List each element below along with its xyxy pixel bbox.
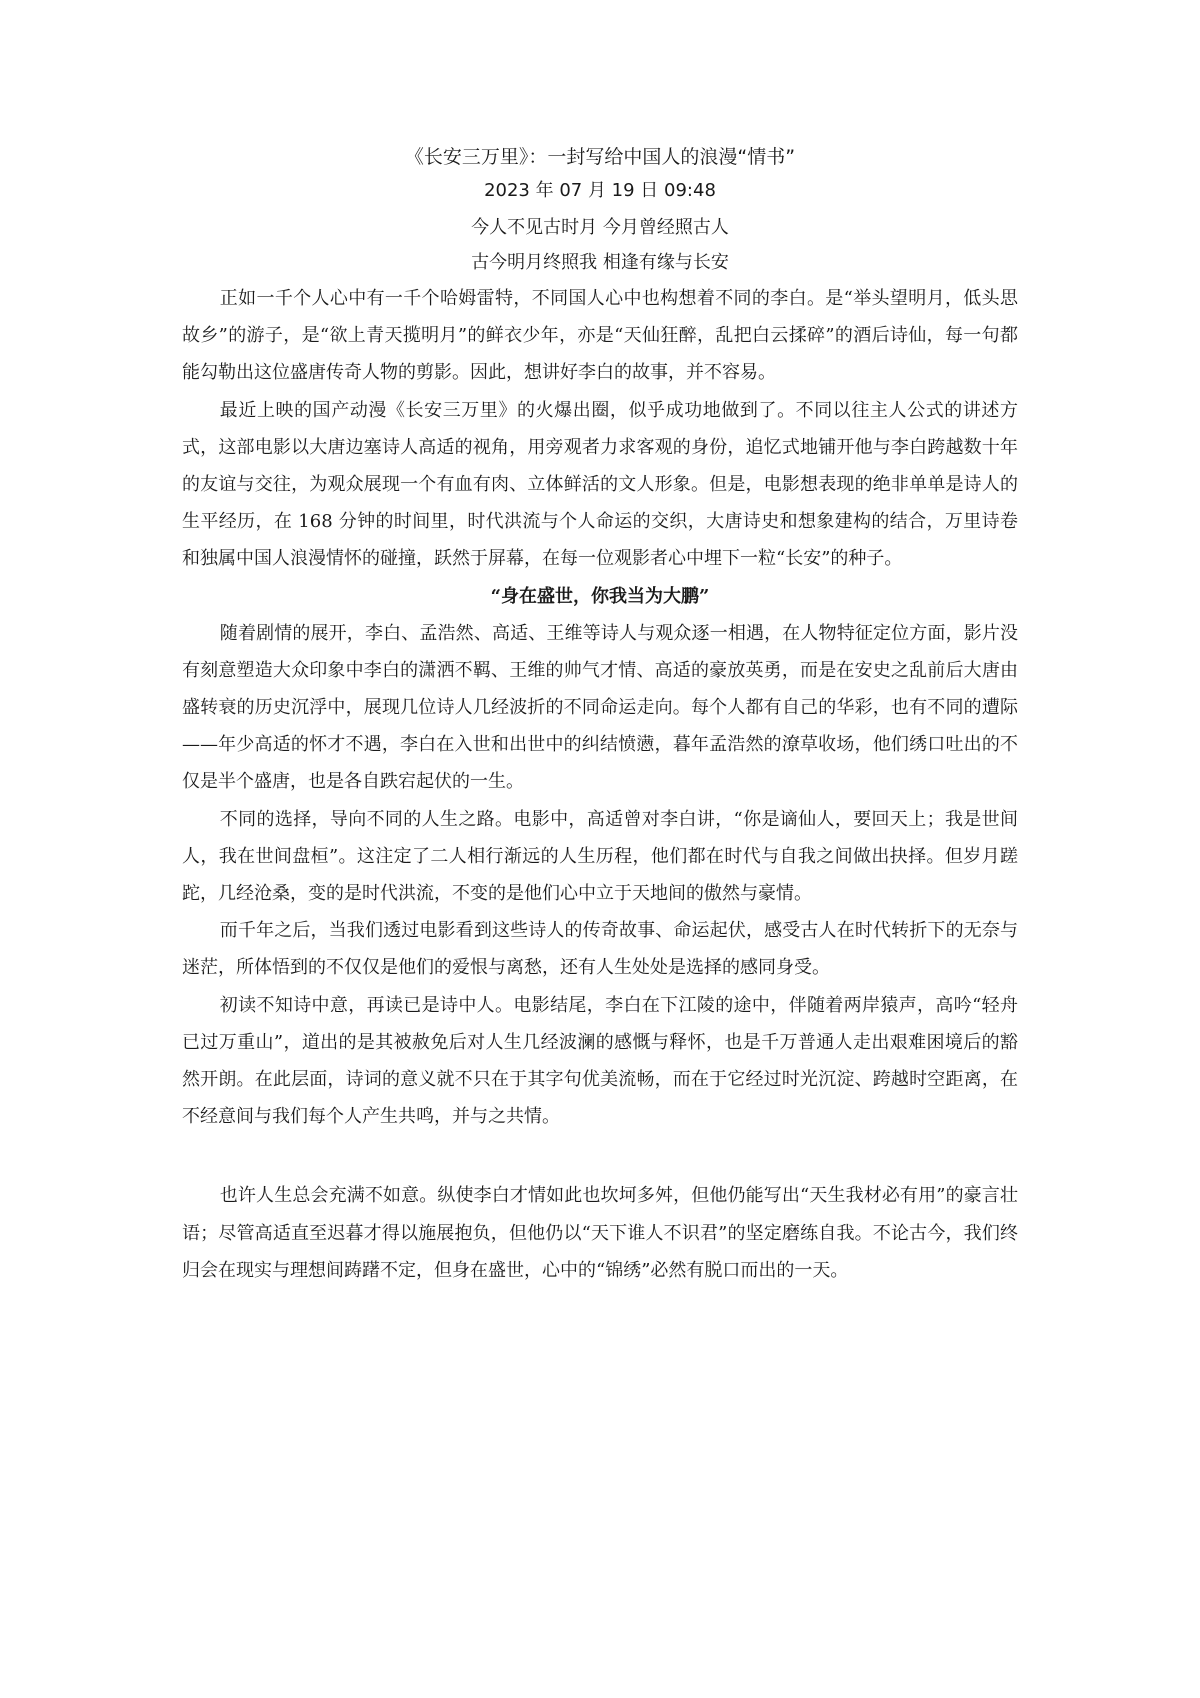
section-heading: “身在盛世，你我当为大鹏” <box>490 585 710 607</box>
article-title: 《长安三万里》：一封写给中国人的浪漫“情书” <box>404 146 796 168</box>
article <box>182 142 1018 1289</box>
spacer <box>182 1135 1018 1177</box>
verse-line: 今人不见古时月 今月曾经照古人 <box>471 217 729 238</box>
publish-date: 2023 年 07 月 19 日 09:48 <box>484 180 716 201</box>
verse-line: 古今明月终照我 相逢有缘与长安 <box>471 252 729 273</box>
paragraph: 也许人生总会充满不如意。纵使李白才情如此也坎坷多舛，但他仍能写出“天生我材必有用”的豪言壮语；尽管高适直至迟暮才得以施展抱负，但他仍以“天下谁人不识君”的坚定磨练自我。不论古今，我们终归会在现实与理想间踌躇不定，但身在盛世，心中的“锦绣”必然有脱口而出的一天。 <box>182 1185 1018 1281</box>
paragraph: 最近上映的国产动漫《长安三万里》的火爆出圈，似乎成功地做到了。不同以往主人公式的讲述方式，这部电影以大唐边塞诗人高适的视角，用旁观者力求客观的身份，追忆式地铺开他与李白跨越数十年的友谊与交往，为观众展现一个有血有肉、立体鲜活的文人形象。但是，电影想表现的绝非单单是诗人的生平经历，在 168 分钟的时间里，时代洪流与个人命运的交织，大唐诗史和想象建构的结合，万里诗卷和独属中国人浪漫情怀的碰撞，跃然于屏幕，在每一位观影者心中埋下一粒“长安”的种子。 <box>182 399 1018 570</box>
paragraph: 随着剧情的展开，李白、孟浩然、高适、王维等诗人与观众逐一相遇，在人物特征定位方面，影片没有刻意塑造大众印象中李白的潇洒不羁、王维的帅气才情、高适的豪放英勇，而是在安史之乱前后大唐由盛转衰的历史沉浮中，展现几位诗人几经波折的不同命运走向。每个人都有自己的华彩，也有不同的遭际——年少高适的怀才不遇，李白在入世和出世中的纠结愤懑，暮年孟浩然的潦草收场，他们绣口吐出的不仅是半个盛唐，也是各自跌宕起伏的一生。 <box>182 622 1018 793</box>
paragraph: 不同的选择，导向不同的人生之路。电影中，高适曾对李白讲，“你是谪仙人，要回天上；我是世间人，我在世间盘桓”。这注定了二人相行渐远的人生历程，他们都在时代与自我之间做出抉择。但岁月蹉跎，几经沧桑，变的是时代洪流，不变的是他们心中立于天地间的傲然与豪情。 <box>182 808 1018 905</box>
paragraph: 初读不知诗中意，再读已是诗中人。电影结尾，李白在下江陵的途中，伴随着两岸猿声，高吟“轻舟已过万重山”，道出的是其被赦免后对人生几经波澜的感慨与释怀，也是千万普通人走出艰难困境后的豁然开朗。在此层面，诗词的意义就不只在于其字句优美流畅，而在于它经过时光沉淀、跨越时空距离，在不经意间与我们每个人产生共鸣，并与之共情。 <box>182 994 1018 1128</box>
paragraph: 而千年之后，当我们透过电影看到这些诗人的传奇故事、命运起伏，感受古人在时代转折下的无奈与迷茫，所体悟到的不仅仅是他们的爱恨与离愁，还有人生处处是选择的感同身受。 <box>182 920 1018 979</box>
paragraph: 正如一千个人心中有一千个哈姆雷特，不同国人心中也构想着不同的李白。是“举头望明月，低头思故乡”的游子，是“欲上青天揽明月”的鲜衣少年，亦是“天仙狂醉，乱把白云揉碎”的酒后诗仙，每一句都能勾勒出这位盛唐传奇人物的剪影。因此，想讲好李白的故事，并不容易。 <box>182 288 1018 384</box>
